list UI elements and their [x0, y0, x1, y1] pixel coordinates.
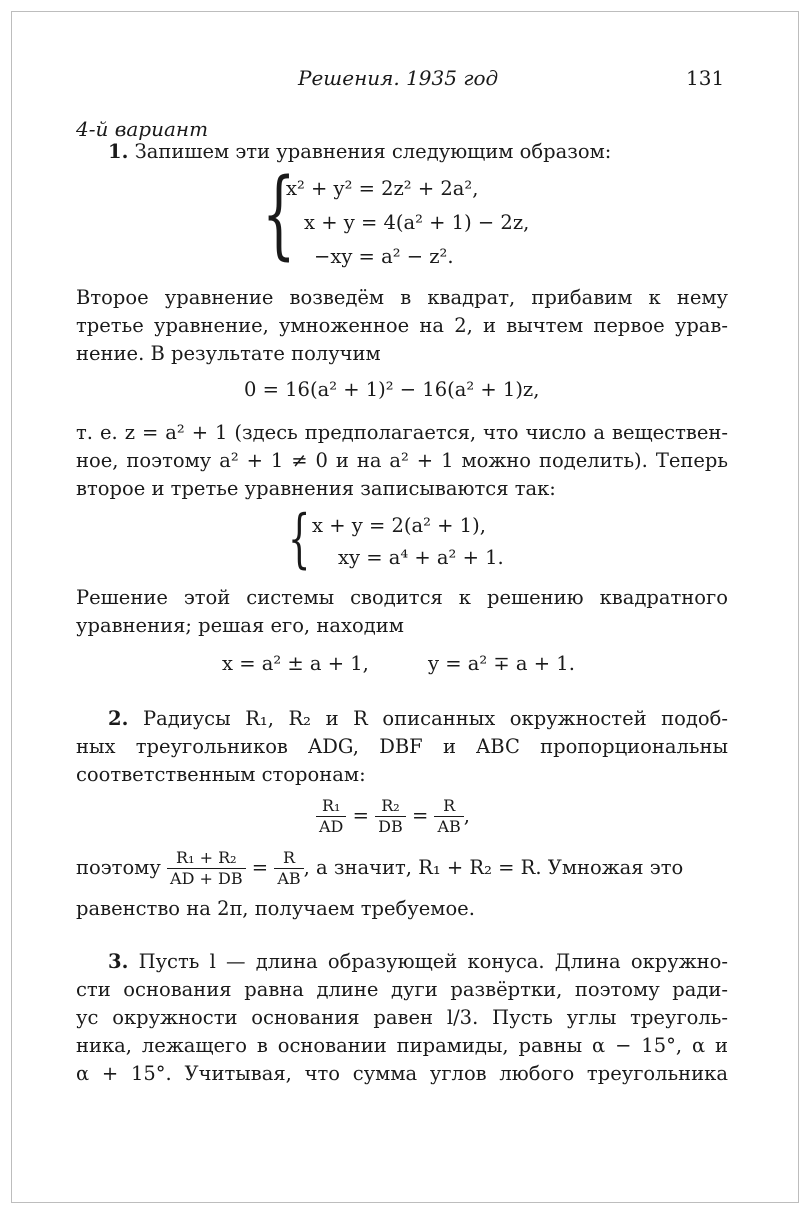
denominator: AD	[319, 817, 344, 836]
problem-2-conclusion-line: поэтому $\frac{\text{R₁ + R₂}}{AD + DB}$ = $\frac{R}{AB}$ , а значит, R₁ + R₂ = R. Умножая это	[76, 848, 684, 888]
text-line: ное, поэтому a² + 1 ≠ 0 и на a² + 1 можно поделить). Теперь	[76, 449, 728, 472]
system1-eq1: x² + y² = 2z² + 2a²,	[286, 177, 479, 200]
variant-heading: 4-й вариант	[76, 117, 209, 141]
text-line: соответственным сторонам:	[76, 763, 366, 786]
text-line: ус окружности основания равен l/3. Пусть углы треуголь-	[76, 1006, 728, 1029]
fraction	[434, 796, 463, 837]
problem-1-intro-text: Запишем эти уравнения следующим образом:	[134, 140, 612, 163]
denominator: AB	[277, 869, 301, 888]
text-line: нение. В результате получим	[76, 342, 381, 365]
problem-2-text: Радиусы R₁, R₂ и R описанных окружностей подоб-	[142, 707, 728, 730]
text-line: равенство на 2π, получаем требуемое.	[76, 897, 475, 920]
ratio-equation: $\frac{\text{R₁}}{AD}$ = $\frac{\text{R₂}}{DB}$ = $\frac{R}{AB}$ ,	[316, 796, 470, 837]
numerator: R	[434, 796, 463, 817]
text-fragment: поэтому	[76, 856, 161, 879]
text-line: Решение этой системы сводится к решению квадратного	[76, 586, 728, 609]
numerator: R	[274, 848, 303, 869]
equation-x: x = a² ± a + 1,	[222, 652, 369, 675]
fraction	[316, 796, 346, 837]
numerator: R₁	[316, 796, 346, 817]
text-line: третье уравнение, умноженное на 2, и вычтем первое урав-	[76, 314, 728, 337]
text-line: второе и третье уравнения записываются так:	[76, 477, 556, 500]
system1-eq2: x + y = 4(a² + 1) − 2z,	[304, 211, 530, 234]
denominator: AD + DB	[170, 869, 243, 888]
system2-eq2: xy = a⁴ + a² + 1.	[338, 546, 504, 569]
problem-2-line	[76, 707, 728, 730]
fraction	[274, 848, 303, 889]
left-brace: {	[262, 158, 296, 270]
text-line: Второе уравнение возведём в квадрат, прибавим к нему	[76, 286, 728, 309]
running-header: Решения. 1935 год	[298, 66, 499, 90]
page-number: 131	[686, 66, 725, 90]
system1-eq3: −xy = a² − z².	[314, 245, 454, 268]
numerator: R₁ + R₂	[167, 848, 246, 869]
text-line: α + 15°. Учитывая, что сумма углов любого треугольника	[76, 1062, 728, 1085]
text-line: уравнения; решая его, находим	[76, 614, 404, 637]
equation-1: 0 = 16(a² + 1)² − 16(a² + 1)z,	[244, 378, 540, 401]
problem-1-intro	[76, 140, 728, 163]
system2-eq1: x + y = 2(a² + 1),	[312, 514, 486, 537]
text-line: ника, лежащего в основании пирамиды, равны α − 15°, α и	[76, 1034, 728, 1057]
text-line: т. е. z = a² + 1 (здесь предполагается, что число a веществен-	[76, 421, 728, 444]
text-fragment: , а значит, R₁ + R₂ = R. Умножая это	[303, 856, 684, 879]
fraction	[375, 796, 406, 837]
problem-number: 2.	[108, 707, 129, 730]
text-line: сти основания равна длине дуги развёртки, поэтому ради-	[76, 978, 728, 1001]
fraction	[167, 848, 246, 889]
numerator: R₂	[375, 796, 406, 817]
problem-3-line	[76, 950, 728, 973]
equation-y: y = a² ∓ a + 1.	[428, 652, 575, 675]
denominator: AB	[437, 817, 461, 836]
problem-3-text: Пусть l — длина образующей конуса. Длина окружно-	[138, 950, 728, 973]
denominator: DB	[378, 817, 403, 836]
problem-number: 3.	[108, 950, 129, 973]
text-line: ных треугольников ADG, DBF и ABC пропорциональны	[76, 735, 728, 758]
problem-number: 1.	[108, 140, 129, 163]
left-brace: {	[288, 502, 311, 576]
